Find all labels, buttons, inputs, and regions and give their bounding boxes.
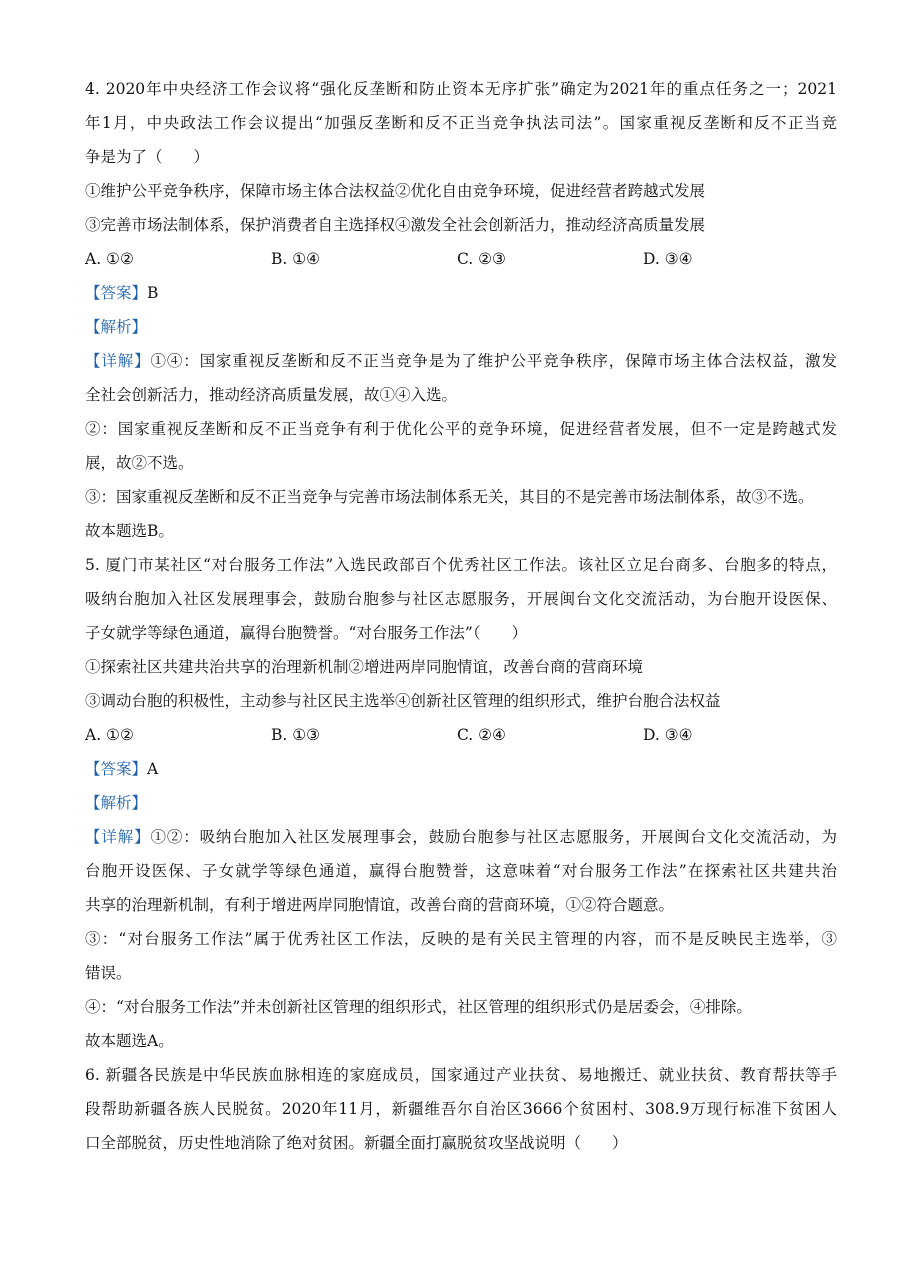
q5-stem-line-2: 吸纳台胞加入社区发展理事会，鼓励台胞参与社区志愿服务，开展闽台文化交流活动，为台胞开设医保、 (85, 590, 837, 608)
q5-detail-line-2: 台胞开设医保、子女就学等绿色通道，赢得台胞赞誉，这意味着“对台服务工作法”在探索社区共建共治 (85, 862, 837, 880)
q4-detail-line-2: 全社会创新活力，推动经济高质量发展，故①④入选。 (85, 386, 458, 404)
question-5 (85, 548, 837, 1058)
q4-options (85, 242, 837, 276)
q4-option-b: B. ①④ (271, 250, 321, 268)
q4-answer-value: B (147, 284, 159, 302)
detail-tag: 【详解】 (85, 828, 151, 846)
q5-option-a: A. ①② (85, 726, 134, 744)
detail-tag: 【详解】 (85, 352, 151, 370)
q6-stem-line-3: 口全部脱贫，历史性地消除了绝对贫困。新疆全面打赢脱贫攻坚战说明（ ） (85, 1134, 628, 1152)
q4-detail-line-3: ②：国家重视反垄断和反不正当竞争有利于优化公平的竞争环境，促进经营者发展，但不一定是跨越式发 (85, 420, 837, 438)
q4-stem-line-2: 年1月，中央政法工作会议提出“加强反垄断和反不正当竞争执法司法”。国家重视反垄断和反不正当竞 (85, 114, 837, 132)
q5-detail-line-3: 共享的治理新机制，有利于增进两岸同胞情谊，改善台商的营商环境，①②符合题意。 (85, 896, 675, 914)
q4-detail-text-1: ①④：国家重视反垄断和反不正当竞争是为了维护公平竞争秩序，保障市场主体合法权益，激发 (150, 352, 837, 370)
q5-option-c: C. ②④ (457, 726, 506, 744)
q5-answer (85, 752, 837, 786)
question-4 (85, 72, 837, 548)
q5-analysis (85, 786, 837, 820)
q4-detail-line-5: ③：国家重视反垄断和反不正当竞争与完善市场法制体系无关，其目的不是完善市场法制体系，故③不选。 (85, 488, 814, 506)
q5-stem-line-1: 5. 厦门市某社区“对台服务工作法”入选民政部百个优秀社区工作法。该社区立足台商多、台胞多的特点， (85, 556, 837, 574)
q5-detail-line-5: 错误。 (85, 964, 132, 982)
q5-statement-2: ③调动台胞的积极性，主动参与社区民主选举④创新社区管理的组织形式，维护台胞合法权益 (85, 692, 721, 710)
q6-stem-line-2: 段帮助新疆各族人民脱贫。2020年11月，新疆维吾尔自治区3666个贫困村、308.9万现行标准下贫困人 (85, 1100, 837, 1118)
q5-detail-text-1: ①②：吸纳台胞加入社区发展理事会，鼓励台胞参与社区志愿服务，开展闽台文化交流活动，为 (150, 828, 837, 846)
answer-tag: 【答案】 (85, 284, 148, 302)
q4-option-c: C. ②③ (457, 250, 506, 268)
q4-answer (85, 276, 837, 310)
q6-stem-line-1: 6. 新疆各民族是中华民族血脉相连的家庭成员，国家通过产业扶贫、易地搬迁、就业扶贫、教育帮扶等手 (85, 1066, 837, 1084)
analysis-tag: 【解析】 (85, 794, 148, 812)
q4-detail-line-6: 故本题选B。 (85, 522, 174, 540)
q4-detail-line-1 (85, 344, 837, 378)
answer-tag: 【答案】 (85, 760, 148, 778)
question-6 (85, 1058, 837, 1160)
document-content (85, 72, 837, 1160)
q5-detail-line-4: ③：“对台服务工作法”属于优秀社区工作法，反映的是有关民主管理的内容，而不是反映民主选举，③ (85, 930, 837, 948)
q5-option-d: D. ③④ (643, 726, 693, 744)
q5-options (85, 718, 837, 752)
q4-stem-line-1: 4. 2020年中央经济工作会议将“强化反垄断和防止资本无序扩张”确定为2021年的重点任务之一；2021 (85, 80, 837, 98)
q5-detail-line-6: ④：“对台服务工作法”并未创新社区管理的组织形式，社区管理的组织形式仍是居委会，④排除。 (85, 998, 752, 1016)
q5-statement-1: ①探索社区共建共治共享的治理新机制②增进两岸同胞情谊，改善台商的营商环境 (85, 658, 644, 676)
q5-detail-line-7: 故本题选A。 (85, 1032, 174, 1050)
q4-option-a: A. ①② (85, 250, 134, 268)
q4-analysis (85, 310, 837, 344)
q4-detail-line-4: 展，故②不选。 (85, 454, 194, 472)
q5-detail-line-1 (85, 820, 837, 854)
analysis-tag: 【解析】 (85, 318, 148, 336)
q4-stem-line-3: 争是为了（ ） (85, 148, 210, 166)
q4-option-d: D. ③④ (643, 250, 693, 268)
q4-statement-1: ①维护公平竞争秩序，保障市场主体合法权益②优化自由竞争环境，促进经营者跨越式发展 (85, 182, 706, 200)
q5-answer-value: A (147, 760, 159, 778)
q5-stem-line-3: 子女就学等绿色通道，赢得台胞赞誉。“对台服务工作法”（ ） (85, 624, 528, 642)
q4-statement-2: ③完善市场法制体系，保护消费者自主选择权④激发全社会创新活力，推动经济高质量发展 (85, 216, 706, 234)
q5-option-b: B. ①③ (271, 726, 321, 744)
